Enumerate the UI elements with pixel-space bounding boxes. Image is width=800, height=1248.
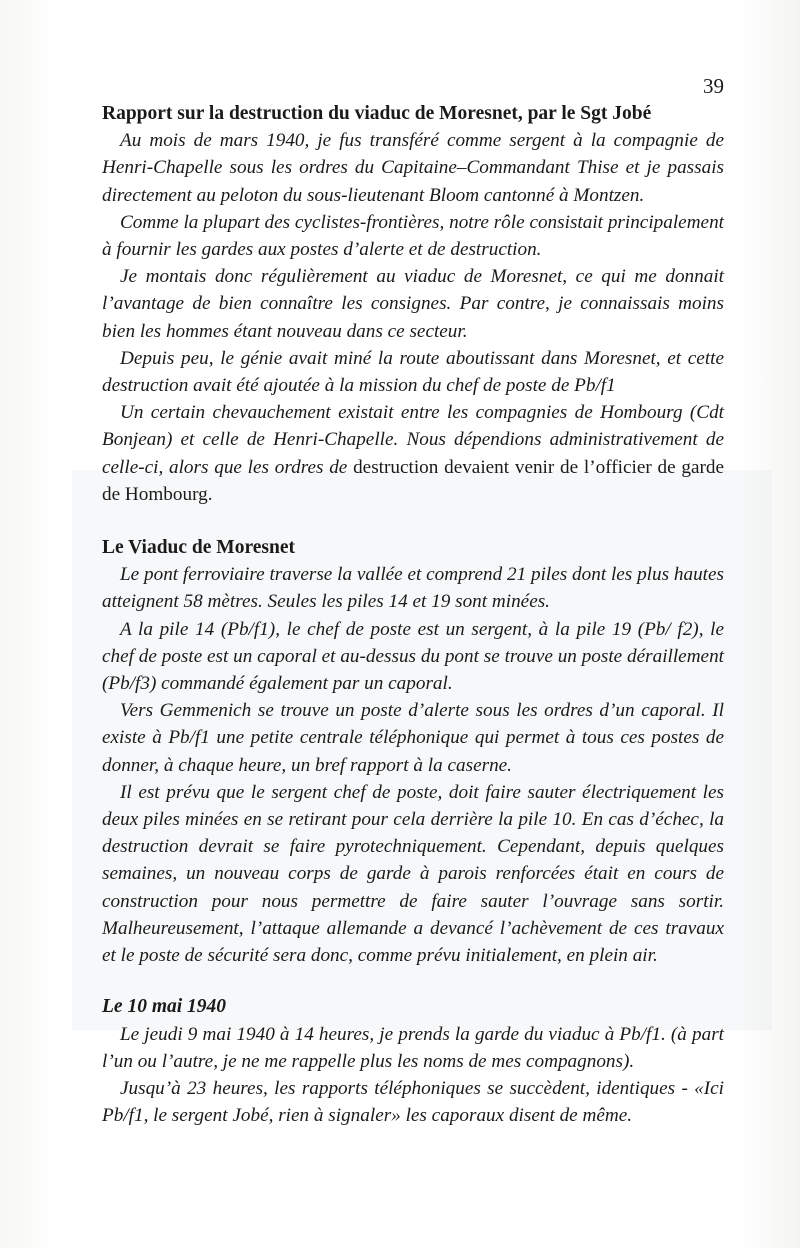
- date-heading: Le 10 mai 1940: [102, 996, 227, 1018]
- paragraph-transfer: Au mois de mars 1940, je fus transféré comme sergent à la compagnie de Henri-Chapelle sous les ordres du Capitaine–Commandant Thise et je passais directement au peloton du sous-lieutenant Bloom cantonné à Montzen.: [102, 130, 724, 206]
- page-number: 39: [703, 74, 724, 98]
- viaduct-heading: Le Viaduc de Moresnet: [102, 537, 296, 559]
- paragraph-gemmenich: Vers Gemmenich se trouve un poste d’alerte sous les ordres d’un caporal. Il existe à Pb/f1 une petite centrale téléphonique qui permet à tous ces postes de donner, à chaque heure, un bref rapport à la caserne.: [102, 700, 724, 776]
- page-content: [102, 100, 724, 1129]
- overlap-roman-text: destruction devaient venir de l’officier de garde de Hombourg.: [102, 456, 724, 505]
- report-title: Rapport sur la destruction du viaduc de Moresnet, par le Sgt Jobé: [102, 103, 652, 124]
- paragraph-may-9: Le jeudi 9 mai 1940 à 14 heures, je prends la garde du viaduc à Pb/f1. (à part l’un ou l’autre, je ne me rappelle plus les noms de mes compagnons).: [102, 1023, 724, 1072]
- paragraph-role: Comme la plupart des cyclistes-frontières, notre rôle consistait principalement à fournir les gardes aux postes d’alerte et de destruction.: [102, 211, 724, 261]
- paragraph-bridge: Le pont ferroviaire traverse la vallée et comprend 21 piles dont les plus hautes atteignent 58 mètres. Seules les piles 14 et 19 sont minées.: [102, 564, 724, 613]
- paragraph-posts: A la pile 14 (Pb/f1), le chef de poste est un sergent, à la pile 19 (Pb/ f2), le chef de poste est un caporal et au-dessus du pont se trouve un poste déraillement (Pb/f3) commandé également par un caporal.: [102, 618, 724, 695]
- overlap-italic-text: Un certain chevauchement existait entre les compagnies de Hombourg (Cdt Bonjean) et celle de Henri-Chapelle. Nous dépendions administrativement de celle-ci, alors que les ordres de: [102, 402, 724, 478]
- paragraph-plan: Il est prévu que le sergent chef de poste, doit faire sauter électriquement les deux piles minées en se retirant pour cela derrière la pile 10. En cas d’échec, la destruction devrait se faire pyrotechniquement. Cependant, depuis quelques semaines, un nouveau corps de garde à parois renforcées était en cours de construction pour nous permettre de faire sauter l’ouvrage sans sortir. Malheureusement, l’attaque allemande a devancé l’achèvement de ces travaux et le poste de sécurité sera donc, comme prévu initialement, en plein air.: [102, 781, 724, 967]
- paragraph-viaduct-guard: Je montais donc régulièrement au viaduc de Moresnet, ce qui me donnait l’avantage de bien connaître les consignes. Par contre, je connaissais moins bien les hommes étant nouveau dans ce secteur.: [102, 266, 724, 342]
- paragraph-road-mined: Depuis peu, le génie avait miné la route aboutissant dans Moresnet, et cette destruction avait été ajoutée à la mission du chef de poste de Pb/f1: [102, 347, 724, 397]
- paragraph-reports: Jusqu’à 23 heures, les rapports téléphoniques se succèdent, identiques - «Ici Pb/f1, le sergent Jobé, rien à signaler» les caporaux disent de même.: [102, 1077, 724, 1127]
- paragraph-overlap: [102, 399, 724, 508]
